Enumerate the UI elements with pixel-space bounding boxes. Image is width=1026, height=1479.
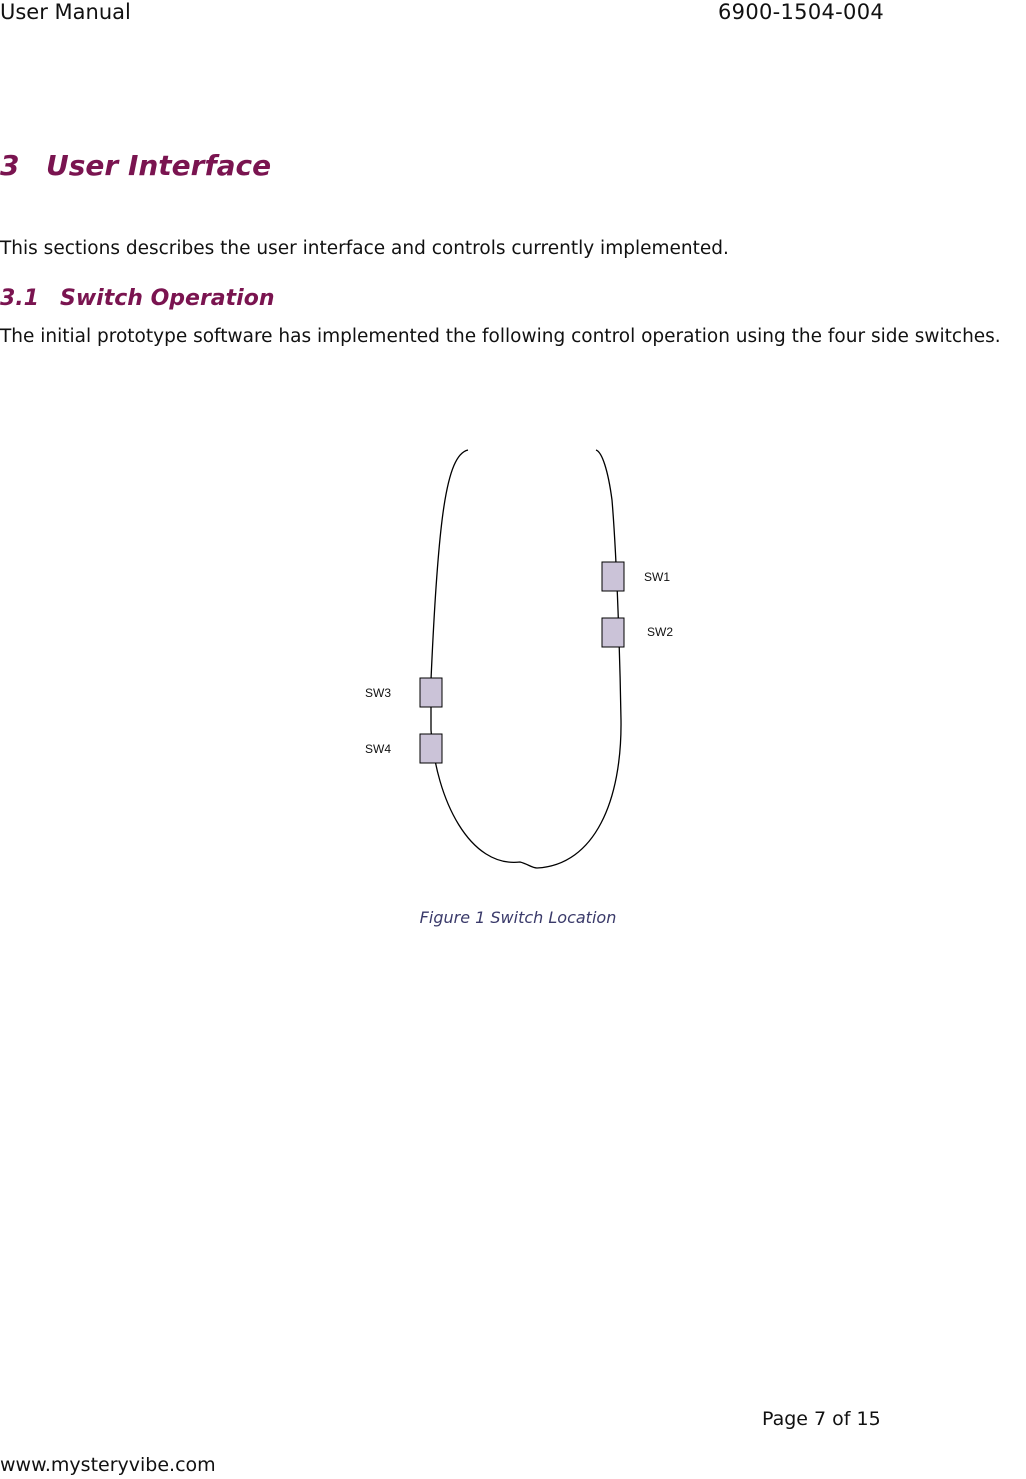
switch-label-sw4: SW4	[365, 742, 392, 756]
switch-location-diagram	[340, 440, 700, 890]
section-number: 3	[0, 149, 20, 182]
switch-sw2	[602, 618, 624, 647]
switch-label-sw2: SW2	[647, 625, 674, 639]
subsection-heading	[0, 284, 275, 314]
subsection-title: Switch Operation	[60, 286, 275, 311]
switch-sw4	[420, 734, 442, 763]
switch-sw1	[602, 562, 624, 591]
section-intro: This sections describes the user interface and controls currently implemented.	[0, 238, 729, 259]
header-title: User Manual	[0, 0, 131, 24]
subsection-body: The initial prototype software has implemented the following control operation using the four side switches.	[0, 326, 1001, 347]
page-number: Page 7 of 15	[762, 1408, 881, 1430]
switch-label-sw3: SW3	[365, 686, 392, 700]
section-title: User Interface	[46, 149, 272, 182]
document-number: 6900-1504-004	[718, 0, 885, 24]
switch-label-sw1: SW1	[644, 570, 671, 584]
figure-caption: Figure 1 Switch Location	[419, 908, 617, 927]
switch-sw3	[420, 678, 442, 707]
subsection-number: 3.1	[0, 286, 39, 311]
device-outline	[431, 450, 621, 868]
section-heading	[0, 148, 271, 184]
website-link[interactable]: www.mysteryvibe.com	[0, 1454, 216, 1476]
